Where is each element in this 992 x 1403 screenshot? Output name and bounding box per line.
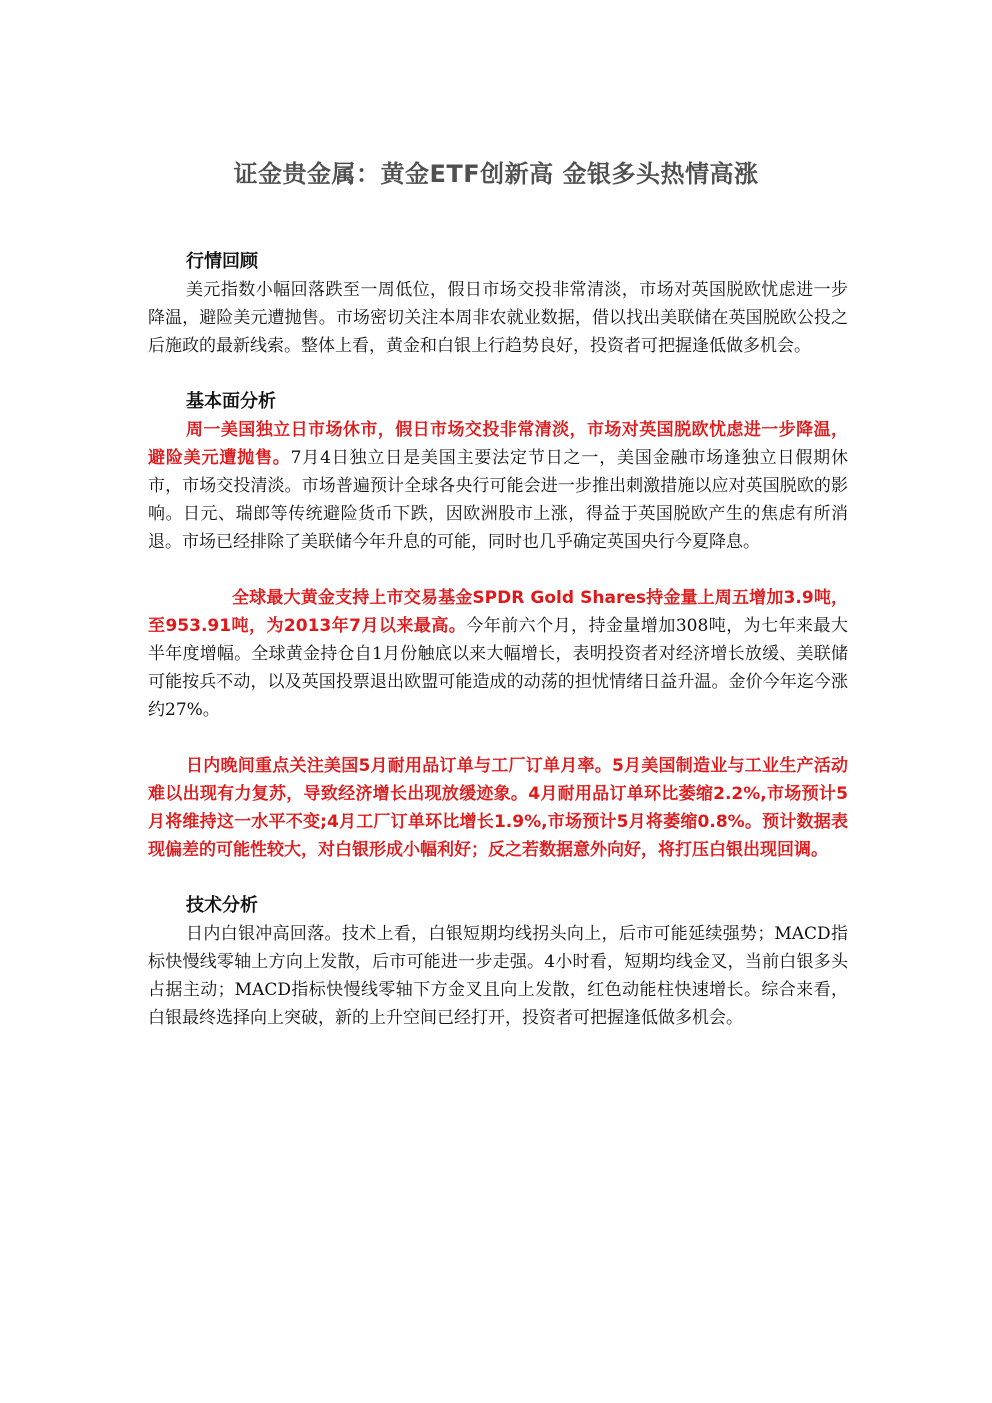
fundamental-highlight-2: 全球最大黄金支持上市交易基金SPDR Gold Shares持金量上周五增加3.9吨，至953.91吨，为2013年7月以来最高。 <box>148 588 848 636</box>
fundamental-highlight-1: 周一美国独立日市场休市，假日市场交投非常清淡，市场对英国脱欧忧虑进一步降温，避险美元遭抛售。 <box>148 420 848 468</box>
fundamental-paragraph-3 <box>148 752 848 864</box>
document-title: 证金贵金属：黄金ETF创新高 金银多头热情高涨 <box>233 160 759 188</box>
section-technical-analysis <box>148 892 848 1032</box>
section-market-review <box>148 248 848 360</box>
technical-paragraph: 日内白银冲高回落。技术上看，白银短期均线拐头向上，后市可能延续强势；MACD指标快慢线零轴上方向上发散，后市可能进一步走强。4小时看，短期均线金叉，当前白银多头占据主动；MACD指标快慢线零轴下方金叉且向上发散，红色动能柱快速增长。综合来看，白银最终选择向上突破，新的上升空间已经打开，投资者可把握逢低做多机会。 <box>148 924 848 1028</box>
fundamental-paragraph-2 <box>148 584 848 724</box>
section-heading-fundamental: 基本面分析 <box>186 391 276 412</box>
review-paragraph: 美元指数小幅回落跌至一周低位，假日市场交投非常清淡，市场对英国脱欧忧虑进一步降温，避险美元遭抛售。市场密切关注本周非农就业数据，借以找出美联储在英国脱欧公投之后施政的最新线索。整体上看，黄金和白银上行趋势良好，投资者可把握逢低做多机会。 <box>148 280 848 356</box>
section-heading-technical: 技术分析 <box>186 895 258 916</box>
fundamental-text-2: 今年前六个月，持金量增加308吨，为七年来最大半年度增幅。全球黄金持仓自1月份触底以来大幅增长，表明投资者对经济增长放缓、美联储可能按兵不动，以及英国投票退出欧盟可能造成的动荡的担忧情绪日益升温。金价今年迄今涨约27%。 <box>148 616 848 720</box>
section-fundamental-analysis <box>148 388 848 864</box>
fundamental-paragraph-1 <box>148 416 848 556</box>
document-body <box>148 248 848 1060</box>
fundamental-highlight-3: 日内晚间重点关注美国5月耐用品订单与工厂订单月率。5月美国制造业与工业生产活动难以出现有力复苏，导致经济增长出现放缓迹象。4月耐用品订单环比萎缩2.2%,市场预计5月将维持这一水平不变;4月工厂订单环比增长1.9%,市场预计5月将萎缩0.8%。预计数据表现偏差的可能性较大，对白银形成小幅利好；反之若数据意外向好，将打压白银出现回调。 <box>148 756 848 860</box>
fundamental-text-1: 7月4日独立日是美国主要法定节日之一，美国金融市场逢独立日假期休市，市场交投清淡。市场普遍预计全球各央行可能会进一步推出刺激措施以应对英国脱欧的影响。日元、瑞郎等传统避险货币下跌，因欧洲股市上涨，得益于英国脱欧产生的焦虑有所消退。市场已经排除了美联储今年升息的可能，同时也几乎确定英国央行今夏降息。 <box>148 448 848 552</box>
section-heading-review: 行情回顾 <box>186 251 258 272</box>
